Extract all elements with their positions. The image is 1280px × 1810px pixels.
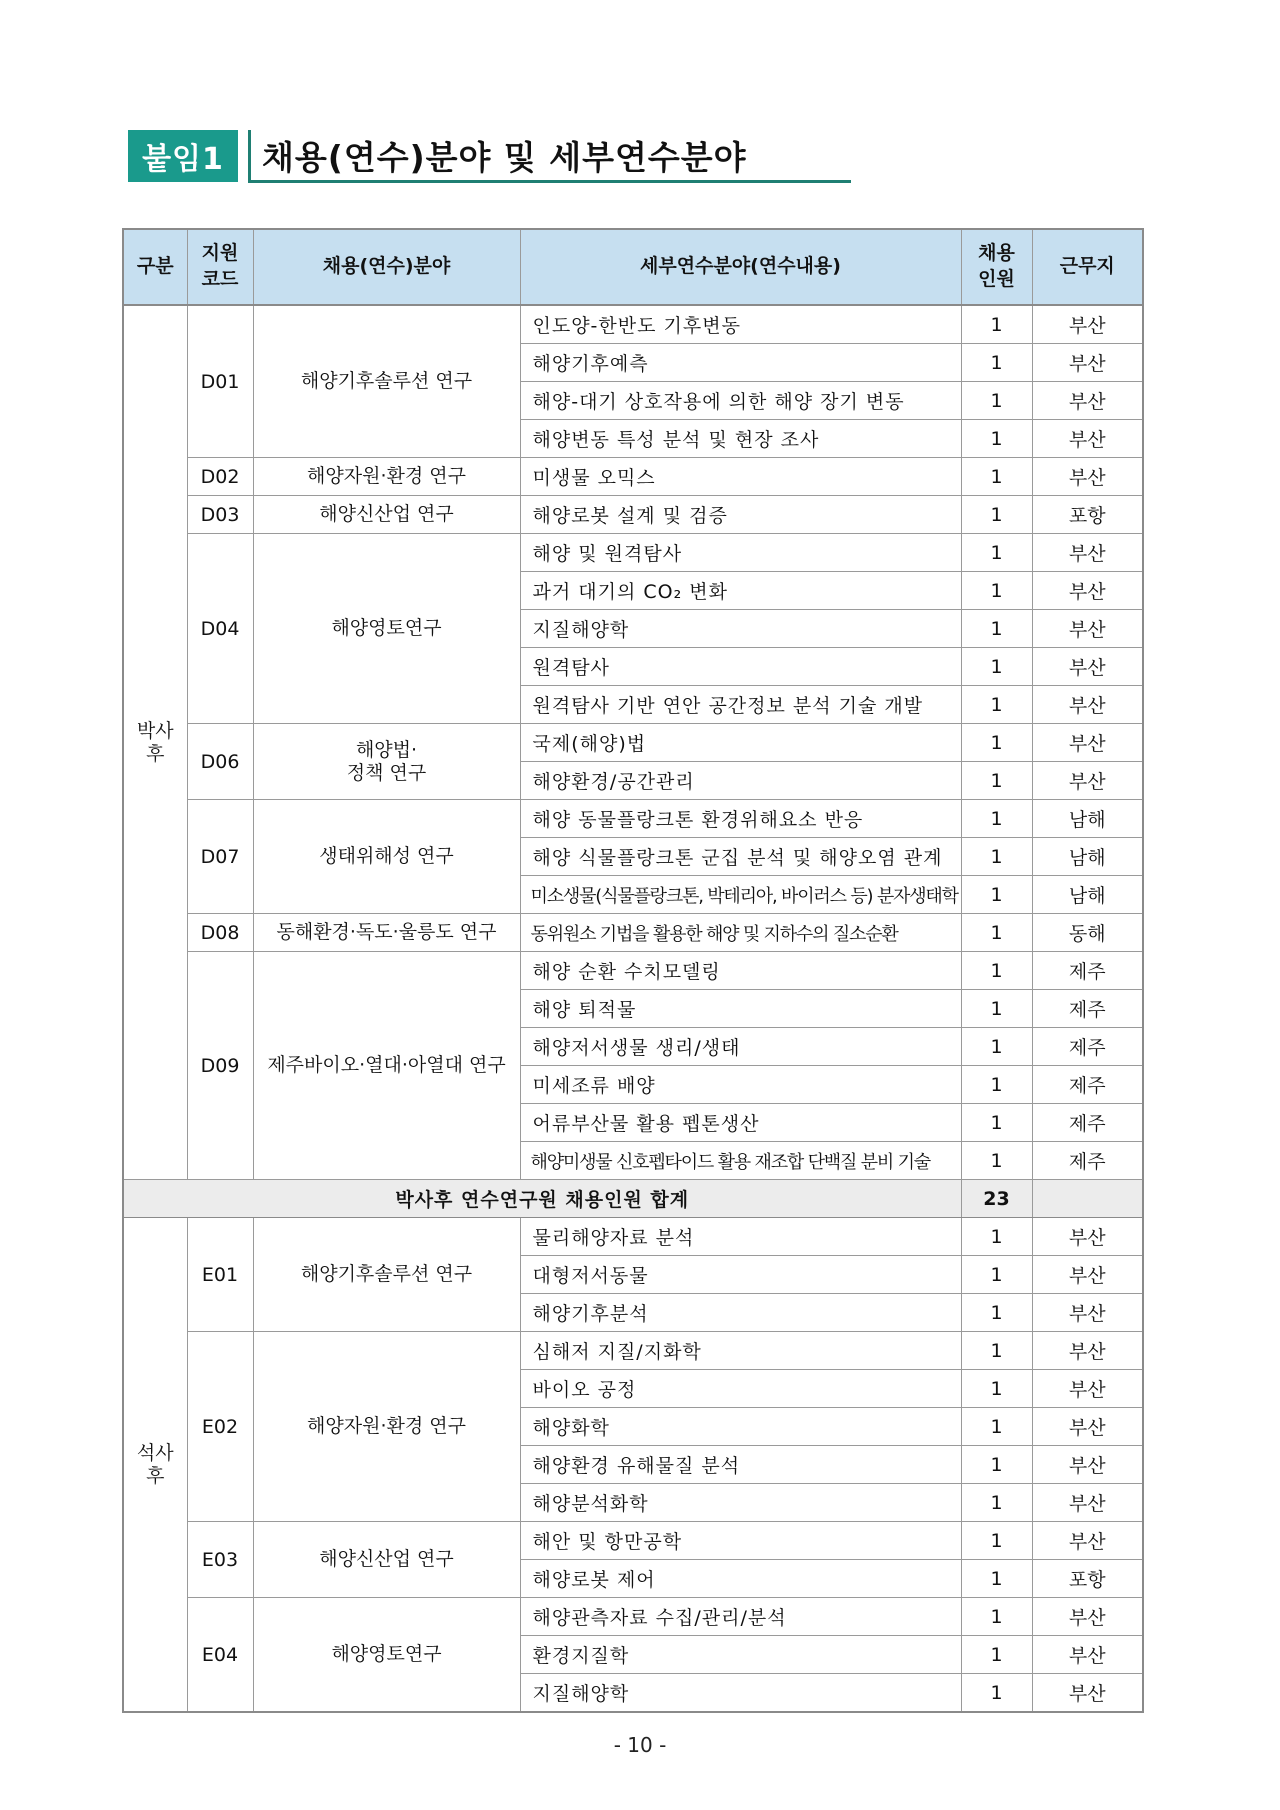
- field-cell: 해양기후솔루션 연구: [253, 305, 520, 458]
- table-row: [123, 800, 1143, 838]
- page-title: 채용(연수)분야 및 세부연수분야: [262, 138, 747, 177]
- location-cell: 부산: [1032, 1674, 1143, 1713]
- location-cell: 부산: [1032, 648, 1143, 686]
- location-cell: 제주: [1032, 1066, 1143, 1104]
- header-detail: 세부연수분야(연수내용): [520, 229, 961, 305]
- count-cell: 1: [961, 305, 1032, 344]
- location-cell: 부산: [1032, 382, 1143, 420]
- detail-cell: 해양변동 특성 분석 및 현장 조사: [520, 420, 961, 458]
- count-cell: 1: [961, 1332, 1032, 1370]
- postdoc-total-row: [123, 1180, 1143, 1218]
- field-cell: 제주바이오·열대·아열대 연구: [253, 952, 520, 1180]
- detail-cell: 심해저 지질/지화학: [520, 1332, 961, 1370]
- detail-cell: 해양분석화학: [520, 1484, 961, 1522]
- total-count: 23: [961, 1180, 1032, 1218]
- count-cell: 1: [961, 572, 1032, 610]
- count-cell: 1: [961, 458, 1032, 496]
- code-cell: E01: [187, 1218, 253, 1332]
- header-code: 지원 코드: [187, 229, 253, 305]
- total-location: [1032, 1180, 1143, 1218]
- code-cell: D01: [187, 305, 253, 458]
- category-cell: 박사 후: [123, 305, 187, 1180]
- detail-cell: 국제(해양)법: [520, 724, 961, 762]
- title-underline: [248, 180, 851, 183]
- location-cell: 부산: [1032, 724, 1143, 762]
- detail-cell: 해양기후분석: [520, 1294, 961, 1332]
- detail-cell: 해양환경/공간관리: [520, 762, 961, 800]
- detail-cell: 원격탐사 기반 연안 공간정보 분석 기술 개발: [520, 686, 961, 724]
- table-row: [123, 1522, 1143, 1560]
- location-cell: 부산: [1032, 1408, 1143, 1446]
- count-cell: 1: [961, 686, 1032, 724]
- count-cell: 1: [961, 724, 1032, 762]
- location-cell: 부산: [1032, 1636, 1143, 1674]
- detail-cell: 미세조류 배양: [520, 1066, 961, 1104]
- count-cell: 1: [961, 1104, 1032, 1142]
- location-cell: 포항: [1032, 496, 1143, 534]
- detail-cell: 해양저서생물 생리/생태: [520, 1028, 961, 1066]
- field-cell: 동해환경·독도·울릉도 연구: [253, 914, 520, 952]
- location-cell: 제주: [1032, 1104, 1143, 1142]
- detail-cell: 해양 순환 수치모델링: [520, 952, 961, 990]
- location-cell: 부산: [1032, 420, 1143, 458]
- location-cell: 제주: [1032, 990, 1143, 1028]
- location-cell: 부산: [1032, 1294, 1143, 1332]
- table-row: [123, 496, 1143, 534]
- count-cell: 1: [961, 952, 1032, 990]
- location-cell: 부산: [1032, 1218, 1143, 1256]
- detail-cell: 환경지질학: [520, 1636, 961, 1674]
- detail-cell: 동위원소 기법을 활용한 해양 및 지하수의 질소순환: [520, 914, 961, 952]
- count-cell: 1: [961, 1370, 1032, 1408]
- header-category: 구분: [123, 229, 187, 305]
- count-cell: 1: [961, 1256, 1032, 1294]
- count-cell: 1: [961, 344, 1032, 382]
- detail-cell: 해양환경 유해물질 분석: [520, 1446, 961, 1484]
- location-cell: 부산: [1032, 458, 1143, 496]
- location-cell: 제주: [1032, 1142, 1143, 1180]
- location-cell: 부산: [1032, 1332, 1143, 1370]
- count-cell: 1: [961, 1294, 1032, 1332]
- code-cell: D08: [187, 914, 253, 952]
- table-header-row: [123, 229, 1143, 305]
- count-cell: 1: [961, 1484, 1032, 1522]
- code-cell: E04: [187, 1598, 253, 1713]
- detail-cell: 해양 식물플랑크톤 군집 분석 및 해양오염 관계: [520, 838, 961, 876]
- count-cell: 1: [961, 1408, 1032, 1446]
- field-cell: 생태위해성 연구: [253, 800, 520, 914]
- detail-cell: 해양로봇 설계 및 검증: [520, 496, 961, 534]
- detail-cell: 해양미생물 신호펩타이드 활용 재조합 단백질 분비 기술: [520, 1142, 961, 1180]
- location-cell: 부산: [1032, 1522, 1143, 1560]
- count-cell: 1: [961, 1636, 1032, 1674]
- count-cell: 1: [961, 1066, 1032, 1104]
- location-cell: 부산: [1032, 1256, 1143, 1294]
- table-row: [123, 724, 1143, 762]
- count-cell: 1: [961, 914, 1032, 952]
- location-cell: 부산: [1032, 305, 1143, 344]
- detail-cell: 어류부산물 활용 펩톤생산: [520, 1104, 961, 1142]
- header-field: 채용(연수)분야: [253, 229, 520, 305]
- total-label: 박사후 연수연구원 채용인원 합계: [123, 1180, 961, 1218]
- header-location: 근무지: [1032, 229, 1143, 305]
- detail-cell: 물리해양자료 분석: [520, 1218, 961, 1256]
- detail-cell: 해양 퇴적물: [520, 990, 961, 1028]
- count-cell: 1: [961, 1598, 1032, 1636]
- count-cell: 1: [961, 1522, 1032, 1560]
- count-cell: 1: [961, 1218, 1032, 1256]
- count-cell: 1: [961, 762, 1032, 800]
- detail-cell: 원격탐사: [520, 648, 961, 686]
- code-cell: E03: [187, 1522, 253, 1598]
- count-cell: 1: [961, 1674, 1032, 1713]
- location-cell: 제주: [1032, 1028, 1143, 1066]
- location-cell: 남해: [1032, 838, 1143, 876]
- code-cell: E02: [187, 1332, 253, 1522]
- title-divider: [248, 130, 251, 182]
- count-cell: 1: [961, 1560, 1032, 1598]
- count-cell: 1: [961, 838, 1032, 876]
- detail-cell: 바이오 공정: [520, 1370, 961, 1408]
- table-row: [123, 1598, 1143, 1636]
- field-cell: 해양자원·환경 연구: [253, 458, 520, 496]
- detail-cell: 해양로봇 제어: [520, 1560, 961, 1598]
- count-cell: 1: [961, 382, 1032, 420]
- code-cell: D07: [187, 800, 253, 914]
- code-cell: D02: [187, 458, 253, 496]
- table-row: [123, 534, 1143, 572]
- field-cell: 해양자원·환경 연구: [253, 1332, 520, 1522]
- location-cell: 부산: [1032, 762, 1143, 800]
- detail-cell: 해양관측자료 수집/관리/분석: [520, 1598, 961, 1636]
- detail-cell: 해양기후예측: [520, 344, 961, 382]
- detail-cell: 해양 동물플랑크톤 환경위해요소 반응: [520, 800, 961, 838]
- category-cell: 석사 후: [123, 1218, 187, 1713]
- field-cell: 해양법· 정책 연구: [253, 724, 520, 800]
- detail-cell: 지질해양학: [520, 610, 961, 648]
- table-row: [123, 1332, 1143, 1370]
- location-cell: 부산: [1032, 1598, 1143, 1636]
- count-cell: 1: [961, 648, 1032, 686]
- field-cell: 해양영토연구: [253, 534, 520, 724]
- detail-cell: 미생물 오믹스: [520, 458, 961, 496]
- count-cell: 1: [961, 800, 1032, 838]
- code-cell: D03: [187, 496, 253, 534]
- field-cell: 해양영토연구: [253, 1598, 520, 1713]
- page-number: - 10 -: [613, 1733, 667, 1757]
- table-row: [123, 914, 1143, 952]
- count-cell: 1: [961, 534, 1032, 572]
- recruitment-table: [122, 228, 1144, 1713]
- header-count: 채용 인원: [961, 229, 1032, 305]
- field-cell: 해양기후솔루션 연구: [253, 1218, 520, 1332]
- location-cell: 포항: [1032, 1560, 1143, 1598]
- count-cell: 1: [961, 420, 1032, 458]
- table-body: [123, 305, 1143, 1712]
- detail-cell: 지질해양학: [520, 1674, 961, 1713]
- detail-cell: 해안 및 항만공학: [520, 1522, 961, 1560]
- detail-cell: 미소생물(식물플랑크톤, 박테리아, 바이러스 등) 분자생태학: [520, 876, 961, 914]
- location-cell: 부산: [1032, 1370, 1143, 1408]
- location-cell: 부산: [1032, 534, 1143, 572]
- detail-cell: 인도양-한반도 기후변동: [520, 305, 961, 344]
- field-cell: 해양신산업 연구: [253, 496, 520, 534]
- count-cell: 1: [961, 1142, 1032, 1180]
- detail-cell: 과거 대기의 CO₂ 변화: [520, 572, 961, 610]
- count-cell: 1: [961, 876, 1032, 914]
- location-cell: 부산: [1032, 686, 1143, 724]
- location-cell: 부산: [1032, 344, 1143, 382]
- count-cell: 1: [961, 610, 1032, 648]
- location-cell: 남해: [1032, 876, 1143, 914]
- count-cell: 1: [961, 1028, 1032, 1066]
- count-cell: 1: [961, 496, 1032, 534]
- detail-cell: 대형저서동물: [520, 1256, 961, 1294]
- table-row: [123, 458, 1143, 496]
- table-row: [123, 305, 1143, 344]
- field-cell: 해양신산업 연구: [253, 1522, 520, 1598]
- location-cell: 제주: [1032, 952, 1143, 990]
- location-cell: 부산: [1032, 1446, 1143, 1484]
- location-cell: 남해: [1032, 800, 1143, 838]
- code-cell: D06: [187, 724, 253, 800]
- detail-cell: 해양-대기 상호작용에 의한 해양 장기 변동: [520, 382, 961, 420]
- table-row: [123, 952, 1143, 990]
- code-cell: D09: [187, 952, 253, 1180]
- table-row: [123, 1218, 1143, 1256]
- detail-cell: 해양 및 원격탐사: [520, 534, 961, 572]
- code-cell: D04: [187, 534, 253, 724]
- location-cell: 부산: [1032, 1484, 1143, 1522]
- detail-cell: 해양화학: [520, 1408, 961, 1446]
- attachment-badge: 붙임1: [128, 130, 238, 182]
- location-cell: 동해: [1032, 914, 1143, 952]
- location-cell: 부산: [1032, 610, 1143, 648]
- count-cell: 1: [961, 1446, 1032, 1484]
- location-cell: 부산: [1032, 572, 1143, 610]
- count-cell: 1: [961, 990, 1032, 1028]
